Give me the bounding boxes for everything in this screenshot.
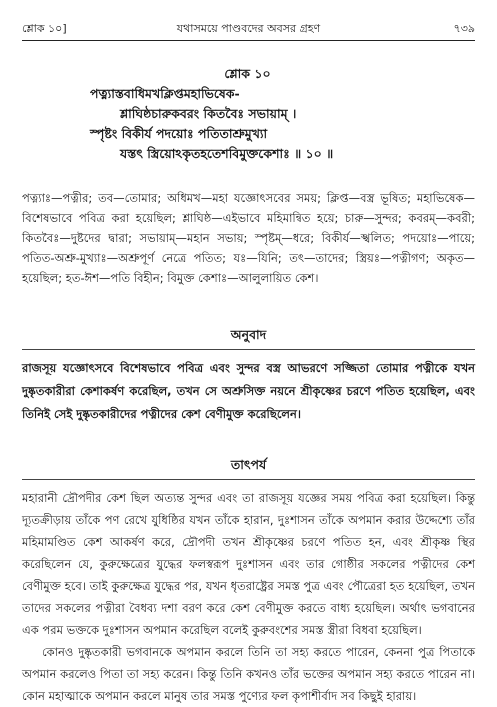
header-divider [22,40,475,41]
verse-title: শ্লোক ১০ [224,66,271,81]
translation-divider [22,349,475,350]
purport-paragraph-2: কোনও দুষ্কৃতকারী ভগবানকে অপমান করলে তিনি তা সহ্য করতে পারেন, কেননা পুত্র পিতাকে অপমান করলেও পিতা তা সহ্য করেন। কিন্তু তিনি কখনও তাঁর ভক্তের অপমান সহ্য করতে পারেন না। কোন মহাত্মাকে অপমান করলে মানুষ তার সমস্ত পুণ্যের ফল কৃপাশীর্বাদ সব কিছুই হারায়। [22,645,475,703]
header-verse-ref: শ্লোক ১০] [22,22,67,35]
verse-line-4: যস্তৎ স্ত্রিয়োঽকৃতহতেশবিমুক্তকেশাঃ ॥ ১০ ॥ [120,146,334,161]
purport-heading: তাৎপর্য [230,457,267,472]
translation-text: রাজসূয় যজ্ঞোৎসবে বিশেষভাবে পবিত্র এবং সুন্দর বস্ত্র আভরণে সজ্জিতা তোমার পত্নীকে যখন দুষ্কৃতকারীরা কেশাকর্ষণ করেছিল, তখন সে অশ্রুসিক্ত নয়নে শ্রীকৃষ্ণের চরণে পতিত হয়েছিল, এবং তিনিই সেই দুষ্কৃতকারীদের পত্নীদের কেশ বেণীমুক্ত করেছিলেন। [22,361,475,421]
verse-line-2: শ্লাঘিষ্ঠচারুকবরং কিতবৈঃ সভায়াম্ । [120,106,297,121]
purport-divider [22,479,475,480]
verse-line-3: স্পৃষ্টং বিকীর্য পদয়োঃ পতিতাশ্রুমুখ্যা [90,126,268,141]
page-number: ৭৩৯ [453,22,475,35]
word-synonyms: পত্ন্যাঃ—পত্নীর; তব—তোমার; অধিমখ—মহা যজ্ঞোৎসবের সময়; ক্লিপ্ত—বস্ত্র ভূষিত; মহাভিষেক—বিশেষভাবে পবিত্র করা হয়েছিল; শ্লাঘিষ্ঠ—এইভাবে মহিমান্বিত হয়ে; চারু—সুন্দর; কবরম্—কবরী; কিতবৈঃ—দুষ্টদের দ্বারা; সভায়াম্—মহান সভায়; স্পৃষ্টম্—ধরে; বিকীর্য—স্খলিত; পদয়োঃ—পায়ে; পতিত-অশ্রু-মুখ্যাঃ—অশ্রুপূর্ণ নেত্রে পতিত; যঃ—যিনি; তৎ—তাদের; স্ত্রিয়ঃ—পত্নীগণ; অকৃত—হয়েছিল; হত-ঈশ—পতি বিহীন; বিমুক্ত কেশাঃ—আলুলায়িত কেশ। [22,191,475,285]
verse-line-1: পত্ন্যাস্তবাধিমখক্লিপ্তমহাভিষেক- [90,86,240,101]
running-header [22,20,475,38]
header-chapter-title: যথাসময়ে পাণ্ডবদের অবসর গ্রহণ [176,22,321,35]
translation-heading: অনুবাদ [230,327,267,342]
purport-text [22,487,475,707]
purport-paragraph-1: মহারানী দ্রৌপদীর কেশ ছিল অত্যন্ত সুন্দর এবং তা রাজসূয় যজ্ঞের সময় পবিত্র করা হয়েছিল। কিন্তু দ্যূতক্রীড়ায় তাঁকে পণ রেখে যুধিষ্ঠির যখন তাঁকে হারান, দুঃশাসন তাঁকে অপমান করার উদ্দেশ্যে তাঁর মহিমামণ্ডিত কেশ আকর্ষণ করে, দ্রৌপদী তখন শ্রীকৃষ্ণের চরণে পতিত হন, এবং শ্রীকৃষ্ণ স্থির করেছিলেন যে, কুরুক্ষেত্রের যুদ্ধের ফলস্বরূপ দুঃশাসন এবং তার গোষ্ঠীর সকলের পত্নীদের কেশ বেণীমুক্ত হবে। তাই কুরুক্ষেত্র যুদ্ধের পর, যখন ধৃতরাষ্ট্রের সমস্ত পুত্র এবং পৌত্রেরা হত হয়েছিল, তখন তাদের সকলের পত্নীরা বৈধব্য দশা বরণ করে কেশ বেণীমুক্ত করতে বাধ্য হয়েছিল। অর্থাৎ ভগবানের এক পরম ভক্তকে দুঃশাসন অপমান করেছিল বলেই কুরুবংশের সমস্ত স্ত্রীরা বিধবা হয়েছিল। [22,491,475,637]
sanskrit-verse [60,64,475,164]
